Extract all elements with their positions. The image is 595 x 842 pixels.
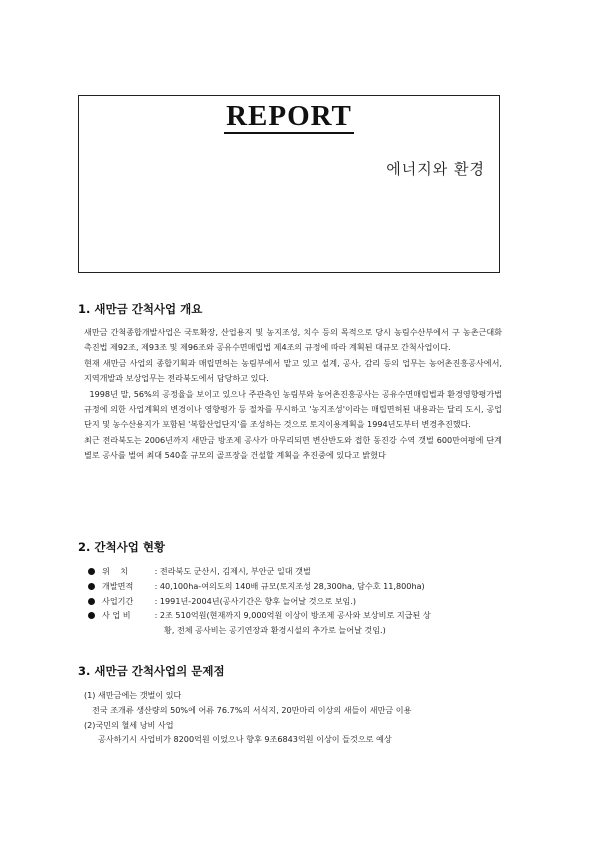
list-item: 공사하기시 사업비가 8200억원 이었으나 향후 9조6843억원 이상이 들것으로 예상 bbox=[98, 734, 392, 745]
bullet-icon bbox=[88, 612, 95, 619]
section-overview bbox=[78, 302, 508, 464]
bullet-item bbox=[88, 579, 508, 594]
bullet-item bbox=[88, 608, 508, 638]
section-status bbox=[78, 540, 508, 638]
item-separator: : bbox=[152, 595, 160, 606]
item-label: 위 치 bbox=[102, 566, 128, 576]
item-text: 40,100ha-여의도의 140배 규모(토지조성 28,300ha, 담수호 11,800ha) bbox=[159, 580, 425, 591]
item-text-continued: 황, 전체 공사비는 공기연장과 환경시설의 추가로 늘어날 것임.) bbox=[164, 625, 386, 636]
bullet-icon bbox=[88, 598, 95, 605]
item-text: 1991년-2004년(공사기간은 향후 늘어날 것으로 보임.) bbox=[159, 595, 357, 606]
item-text: 2조 510억원(현재까지 9,000억원 이상이 방조제 공사와 보상비로 지급된 상 bbox=[159, 610, 431, 621]
item-label: 개발면적 bbox=[102, 580, 134, 591]
section-heading: 2. 간척사업 현황 bbox=[78, 540, 166, 554]
item-separator: : bbox=[152, 580, 160, 591]
report-title bbox=[79, 100, 499, 134]
item-label: 사 업 비 bbox=[102, 610, 131, 621]
section-heading: 1. 새만금 간척사업 개요 bbox=[78, 302, 203, 316]
bullet-icon bbox=[88, 583, 95, 590]
paragraph: 최근 전라북도는 2006년까지 새만금 방조제 공사가 마무리되면 변산반도와 접한 동진강 수역 갯벌 600만여평에 단계별로 공사를 벌여 최대 540홀 규모의 골프장을 건설할 계획을 추진중에 있다고 밝혔다 bbox=[84, 434, 502, 461]
section-body bbox=[78, 325, 505, 464]
section-body bbox=[78, 564, 508, 638]
list-item: (2)국민의 혈세 낭비 사업 bbox=[84, 719, 174, 730]
list-item: 전국 조개류 생산량의 50%에 어류 76.7%의 서식지, 20만마리 이상의 새들이 새만금 이용 bbox=[92, 704, 412, 715]
bullet-icon bbox=[88, 568, 95, 575]
paragraph: 1998년 말, 56%의 공정율을 보이고 있으나 주관측인 농림부와 농어촌진흥공사는 공유수면매립법과 환경영향평가법 규정에 의한 사업계획의 변경이나 영향평가 등 절차를 무시하고 '농지조성'이라는 매립면허된 내용과는 달리 도시, 공업단지 및 농수산용지가 포함된 '복합산업단지'를 조성하는 것으로 토지이용계획을 1994년도부터 변경추진했다. bbox=[84, 388, 505, 430]
bullet-item bbox=[88, 564, 508, 579]
report-cover-box bbox=[78, 95, 500, 273]
report-subtitle: 에너지와 환경 bbox=[386, 160, 485, 178]
paragraph: 새만금 간척종합개발사업은 국토확장, 산업용지 및 농지조성, 치수 등의 목적으로 당시 농림수산부에서 구 농촌근대화촉진법 제92조, 제93조 및 제96조와 공유수면매립법 제4조의 규정에 따라 계획된 대규모 간척사업이다. bbox=[84, 327, 502, 353]
section-body bbox=[78, 688, 508, 747]
paragraph: 현재 새만금 사업의 종합기획과 매립면허는 농림부에서 맡고 있고 설계, 공사, 감리 등의 업무는 농어촌진흥공사에서, 지역개발과 보상업무는 전라북도에서 담당하고 있다. bbox=[84, 357, 502, 384]
section-problems bbox=[78, 664, 508, 747]
item-separator: : bbox=[152, 610, 160, 621]
report-title-text: REPORT bbox=[226, 100, 352, 132]
list-item: (1) 새만금에는 갯벌이 있다 bbox=[84, 690, 182, 700]
item-separator: : bbox=[152, 566, 160, 576]
bullet-item bbox=[88, 594, 508, 609]
item-label: 사업기간 bbox=[102, 595, 134, 606]
section-heading: 3. 새만금 간척사업의 문제점 bbox=[78, 664, 225, 678]
item-text: 전라북도 군산시, 김제시, 부안군 일대 갯벌 bbox=[159, 566, 311, 576]
